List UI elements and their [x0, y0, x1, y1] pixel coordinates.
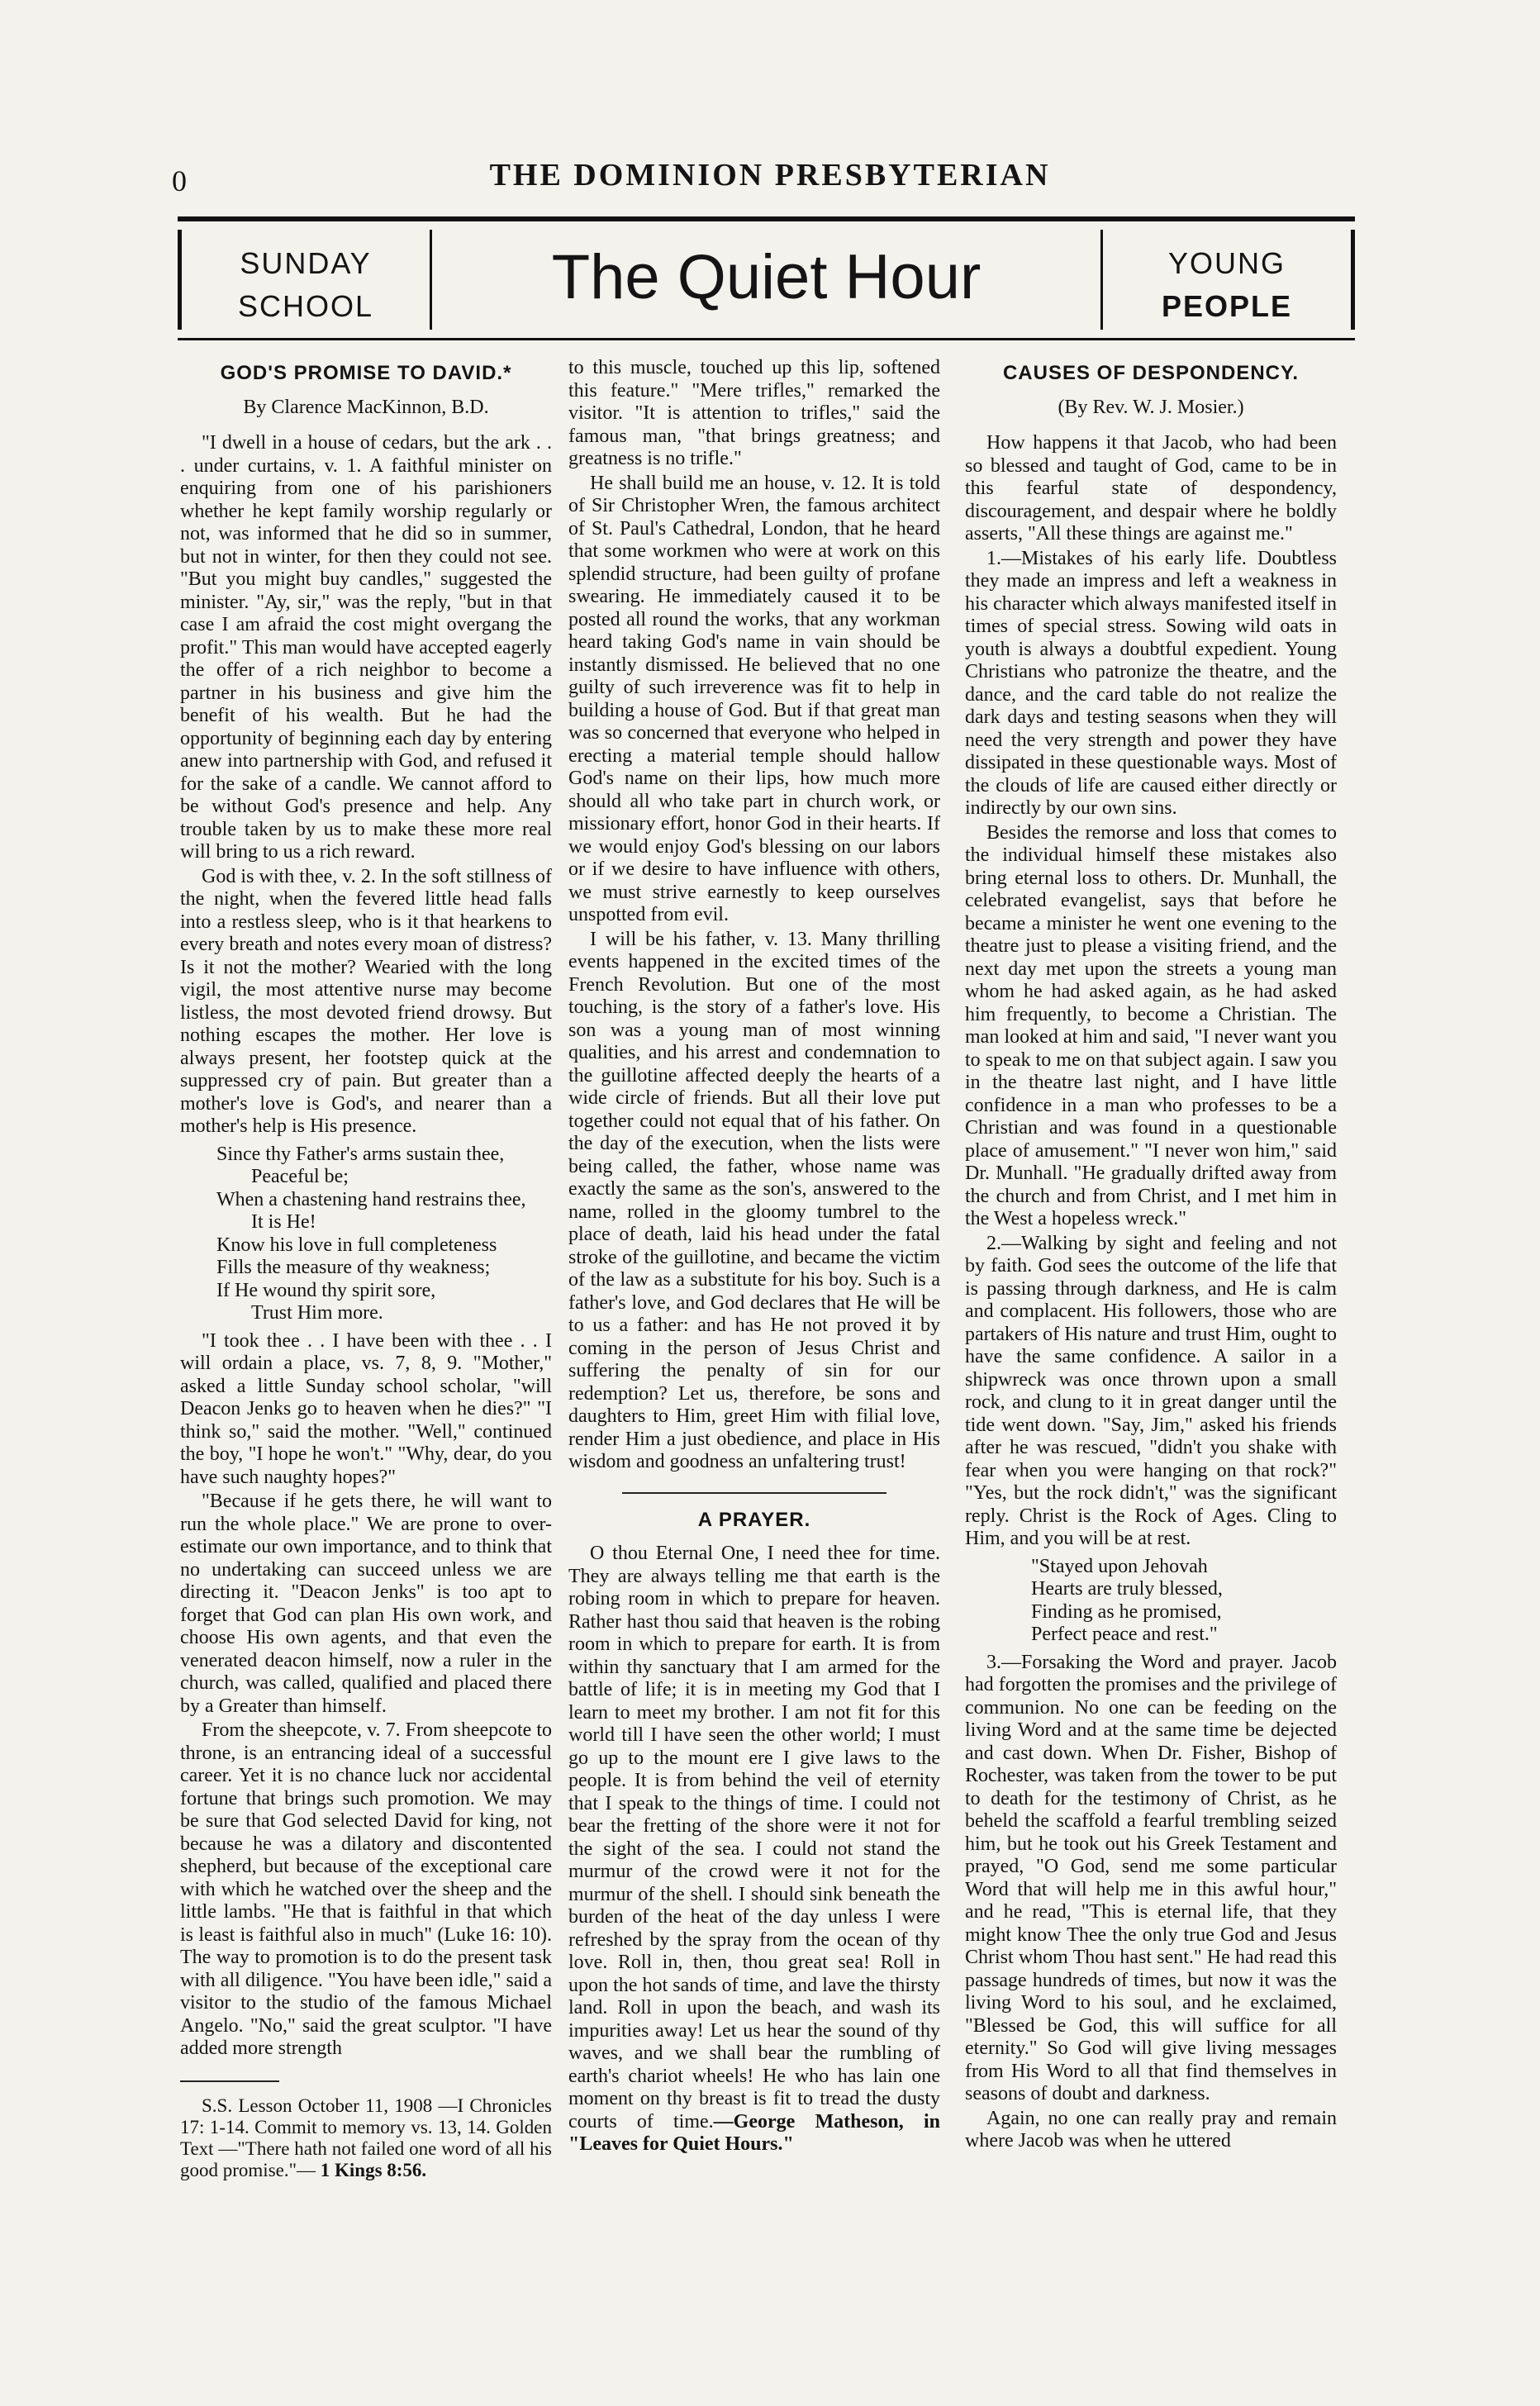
poem — [1031, 1556, 1337, 1647]
paragraph: I will be his father, v. 13. Many thrilling events happened in the excited times of the French Revolution. But one of the most touching, is the story of a father's love. His son was a young man of most winning qualities, and his arrest and condemnation to the guillotine affected deeply the hearts of a wide circle of friends. But all their love put together could not equal that of his father. On the day of the execution, when the lists were being called, the father, whose name was exactly the same as the son's, answered to the name, rolled in the gloomy tumbrel to the place of death, laid his head under the fatal stroke of the guillotine, and became the victim of the law as a substitute for his boy. Such is a father's love, and God declares that He will be to us a father: and has He not proved it by coming in the person of Jesus Christ and suffering the penalty of sin for our redemption? Let us, therefore, be sons and daughters to Him, greet Him with filial love, render Him a just obedience, and place in His wisdom and goodness an unfaltering trust! — [568, 928, 940, 1472]
banner-right-line2: PEOPLE — [1161, 289, 1293, 323]
footnote — [180, 2095, 552, 2181]
footnote-text: S.S. Lesson October 11, 1908 —I Chronicles 17: 1-14. Commit to memory vs. 13, 14. Golden Text —"There hath not failed one word of all his good promise."— — [180, 2095, 552, 2180]
poem-line: Peaceful be; — [251, 1166, 349, 1187]
paragraph: 2.—Walking by sight and feeling and not by faith. God sees the outcome of the life that is passing through darkness, and He is calm and complacent. His followers, those who are partakers of His nature and trust Him, ought to have the same confidence. A sailor in a shipwreck was once thrown upon a small rock, and clung to it in great danger until the tide went down. "Say, Jim," asked his friends after he was rescued, "didn't you shake with fear when you were hanging on that rock?" "Yes, but the rock didn't," was the significant reply. Christ is the Rock of Ages. Cling to Him, and you will be at rest. — [965, 1232, 1337, 1549]
banner-left-box — [178, 230, 432, 330]
poem-line: Know his love in full completeness — [216, 1234, 497, 1256]
poem-line: Perfect peace and rest." — [1031, 1624, 1218, 1645]
column-3 — [965, 357, 1337, 2153]
article-title: GOD'S PROMISE TO DAVID.* — [220, 362, 512, 384]
article-byline: By Clarence MacKinnon, B.D. — [243, 396, 489, 418]
column-2 — [568, 357, 940, 2156]
prayer-body — [568, 1543, 940, 2156]
paragraph: Besides the remorse and loss that comes to the individual himself these mistakes also bring eternal loss to others. Dr. Munhall, the celebrated evangelist, says that before he became a minister he went one evening to the theatre just to please a visiting friend, and the next day met upon the streets a young man whom he had asked again, as he had asked him frequently, to become a Christian. The man looked at him and said, "I never want you to speak to me on that subject again. I saw you in the theatre last night, and I have little confidence in a man who professes to be a Christian and was found in a questionable place of amusement." "I never won him," said Dr. Munhall. "He gradually drifted away from the church and from Christ, and I met him in the West a hopeless wreck." — [965, 821, 1337, 1229]
paragraph: He shall build me an house, v. 12. It is told of Sir Christopher Wren, the famous architect of St. Paul's Cathedral, London, that he heard that some workmen who were at work on this splendid structure, had been guilty of profane swearing. He immediately caused it to be posted all round the works, that any workman heard taking God's name in vain should be instantly dismissed. He believed that no one guilty of such irreverence was fit to help in building a house of God. But if that great man was so concerned that everyone who helped in erecting a material temple should hallow God's name on their lips, how much more should all who take part in church work, or missionary effort, honor God in their hearts. If we would enjoy God's blessing on our labors or if we desire to have influence with others, we must strive earnestly to keep ourselves unspotted from evil. — [568, 472, 940, 925]
running-title: THE DOMINION PRESBYTERIAN — [489, 158, 1051, 193]
banner-left-line1: SUNDAY — [240, 246, 372, 280]
paragraph: "Because if he gets there, he will want to run the whole place." We are prone to over-estimate our own importance, and to think that no undertaking can succeed unless we are directing it. "Deacon Jenks" is too apt to forget that God can plan His own work, and choose His own agents, and that even the venerated deacon himself, now a ruler in the church, was called, qualified and placed there by a Greater than himself. — [180, 1491, 552, 1717]
poem-line: Hearts are truly blessed, — [1031, 1578, 1223, 1600]
paragraph: 3.—Forsaking the Word and prayer. Jacob had forgotten the promises and the privilege of communion. No one can be feeding on the living Word and at the same time be dejected and cast down. When Dr. Fisher, Bishop of Rochester, was taken from the tower to be put to death for the testimony of Christ, as he beheld the scaffold a fearful trembling seized him, but he took out his Greek Testament and prayed, "O God, send me some particular Word that will help me in this awful hour," and he read, "This is eternal life, that they might know Thee the only true God and Jesus Christ whom Thou hast sent." He had read this passage hundreds of times, but now it was the living Word to his soul, and he exclaimed, "Blessed be God, this will suffice for all eternity." So God will give living messages from His Word to all that find themselves in seasons of doubt and darkness. — [965, 1651, 1337, 2104]
paragraph: Again, no one can really pray and remain where Jacob was when he uttered — [965, 2107, 1337, 2152]
paragraph: "I took thee . . I have been with thee . . I will ordain a place, vs. 7, 8, 9. "Mother," asked a little Sunday school scholar, "will Deacon Jenks go to heaven when he dies?" "I think so," said the mother. "Well," continued the boy, "I hope he won't." "Why, dear, do you have such naughty hopes?" — [180, 1329, 552, 1488]
paragraph: God is with thee, v. 2. In the soft stillness of the night, when the fevered little head falls into a restless sleep, who is it that hearkens to every breath and notes every moan of distress? Is it not the mother? Wearied with the long vigil, the most attentive nurse may become listless, the most devoted friend drowsy. But nothing escapes the mother. Her love is always present, her footstep quick at the suppressed cry of pain. But greater than a mother's love is God's, and nearer than a mother's help is His presence. — [180, 865, 552, 1137]
page-number: 0 — [172, 164, 187, 197]
banner-title: The Quiet Hour — [551, 242, 982, 312]
article-title: CAUSES OF DESPONDENCY. — [1002, 362, 1300, 384]
poem-line: When a chastening hand restrains thee, — [216, 1188, 526, 1210]
prayer-credit: —George Matheson, in "Leaves for Quiet Hours." — [568, 2110, 940, 2155]
poem-line: "Stayed upon Jehovah — [1031, 1555, 1208, 1577]
footnote-reference: 1 Kings 8:56. — [320, 2159, 427, 2180]
poem-line: It is He! — [251, 1211, 316, 1233]
paragraph: From the sheepcote, v. 7. From sheepcote to throne, is an entrancing ideal of a successful career. Yet it is no chance luck nor accidental fortune that brings such promotion. We may be sure that God selected David for king, not because he was a dilatory and discontented shepherd, but because of the exceptional care with which he watched over the sheep and the little lambs. "He that is faithful in that which is least is faithful also in much" (Luke 16: 10). The way to promotion is to do the present task with all diligence. "You have been idle," said a visitor to the studio of the famous Michael Angelo. "No," said the great sculptor. "I have added more strength — [180, 1719, 552, 2059]
footnote-divider — [180, 2080, 279, 2082]
paragraph: to this muscle, touched up this lip, softened this feature." "Mere trifles," remarked the visitor. "It is attention to trifles," said the famous man, "that brings greatness; and greatness is no trifle." — [568, 357, 940, 469]
poem-line: Since thy Father's arms sustain thee, — [216, 1143, 505, 1165]
article-divider — [622, 1492, 886, 1494]
prayer-text: O thou Eternal One, I need thee for time. They are always telling me that earth is the robing room in which to prepare for heaven. Rather hast thou said that heaven is the robing room in which to prepare for earth. It is from within thy sanctuary that I am armed for the battle of life; it is in meeting my God that I learn to meet my brother. I am not fit for this world till I have seen the other world; I must go up to the mount ere I give laws to the people. It is from behind the veil of eternity that I speak to the things of time. I could not bear the fretting of the shore were it not for the sight of the sea. I could not stand the murmur of the crowd were it not for the murmur of the shell. I should sink beneath the burden of the heat of the day unless I were refreshed by the spray from the ocean of thy love. Roll in, then, thou great sea! Roll in upon the hot sands of time, and lave the thirsty land. Roll in upon the beach, and wash its impurities away! Let us hear the sound of thy waves, and we shall bear the rumbling of earth's chariot wheels! He who has lain one moment on thy breast is fit to tread the dusty courts of time. — [568, 1543, 940, 2133]
poem-line: Fills the measure of thy weakness; — [216, 1257, 491, 1278]
banner-right-box — [1100, 230, 1355, 330]
column-1 — [180, 357, 552, 2181]
poem-line: Finding as he promised, — [1031, 1600, 1222, 1623]
banner-left-line2: SCHOOL — [237, 289, 374, 323]
prayer-title: A PRAYER. — [697, 1508, 811, 1531]
poem — [216, 1144, 552, 1325]
section-banner — [178, 216, 1355, 340]
banner-right-line1: YOUNG — [1167, 246, 1286, 280]
paragraph: "I dwell in a house of cedars, but the ark . . . under curtains, v. 1. A faithful minister on enquiring from one of his parishioners whether he kept family worship regularly or not, was informed that he did so in summer, but not in winter, for then they could not see. "But you might buy candles," suggested the minister. "Ay, sir," was the reply, "but in that case I am afraid the cost might overgang the profit." This man would have accepted eagerly the offer of a rich neighbor to become a partner in his business and give him the benefit of his wealth. But he had the opportunity of beginning each day by entering anew into partnership with God, and refused it for the sake of a candle. We cannot afford to be without God's presence and help. Any trouble taken by us to make these more real will bring to us a rich reward. — [180, 432, 552, 863]
poem-line: Trust Him more. — [251, 1302, 383, 1324]
article-byline: (By Rev. W. J. Mosier.) — [1058, 396, 1244, 418]
paragraph: How happens it that Jacob, who had been so blessed and taught of God, came to be in this fearful state of despondency, discouragement, and despair where he boldly asserts, "All these things are against me." — [965, 432, 1337, 544]
poem-line: If He wound thy spirit sore, — [216, 1279, 436, 1301]
paragraph: 1.—Mistakes of his early life. Doubtless they made an impress and left a weakness in his character which always manifested itself in times of special stress. Sowing wild oats in youth is always a doubtful expedient. Young Christians who patronize the theatre, and the dance, and the card table do not realize the dark days and testing seasons when they will need the very strength and power they have dissipated in these questionable ways. Most of the clouds of life are caused either directly or indirectly by our own sins. — [965, 547, 1337, 819]
